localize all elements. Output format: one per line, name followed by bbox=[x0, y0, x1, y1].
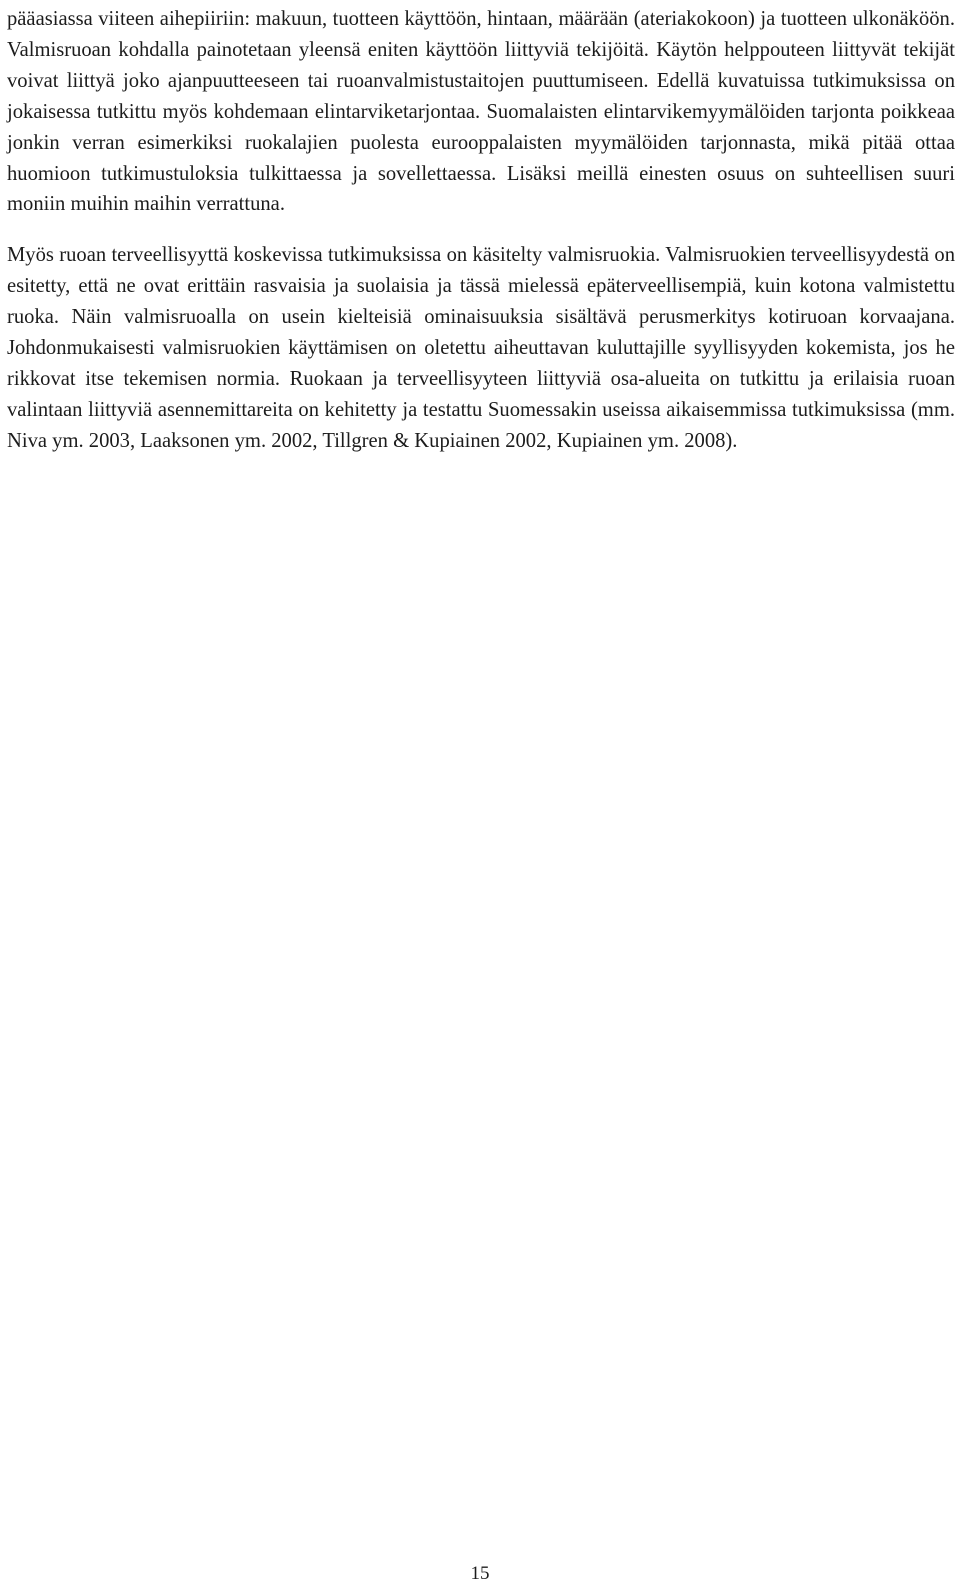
paragraph: Myös ruoan terveellisyyttä koskevissa tutkimuksissa on käsitelty valmisruokia. Valmisruokien terveellisyydestä on esitetty, että ne ovat erittäin rasvaisia ja suolaisia ja tässä mielessä epäterveellisempiä, kuin kotona valmistettu ruoka. Näin valmisruoalla on usein kielteisiä ominaisuuksia sisältävä perusmerkitys kotiruoan korvaajana. Johdonmukaisesti valmisruokien käyttämisen on oletettu aiheuttavan kuluttajille syyllisyyden kokemista, jos he rikkovat itse tekemisen normia. Ruokaan ja terveellisyyteen liittyviä osa-alueita on tutkittu ja erilaisia ruoan valintaan liittyviä asennemittareita on kehitetty ja testattu Suomessakin useissa aikaisemmissa tutkimuksissa (mm. Niva ym. 2003, Laaksonen ym. 2002, Tillgren & Kupiainen 2002, Kupiainen ym. 2008). bbox=[7, 244, 955, 452]
document-body bbox=[7, 4, 955, 457]
paragraph: pääasiassa viiteen aihepiiriin: makuun, tuotteen käyttöön, hintaan, määrään (ateriakokoon) ja tuotteen ulkonäköön. Valmisruoan kohdalla painotetaan yleensä eniten käyttöön liittyviä tekijöitä. Käytön helppouteen liittyvät tekijät voivat liittyä joko ajanpuutteeseen tai ruoanvalmistustaitojen puuttumiseen. Edellä kuvatuissa tutkimuksissa on jokaisessa tutkittu myös kohdemaan elintarviketarjontaa. Suomalaisten elintarvikemyymälöiden tarjonta poikkeaa jonkin verran esimerkiksi ruokalajien puolesta eurooppalaisten myymälöiden tarjonnasta, mikä pitää ottaa huomioon tutkimustuloksia tulkittaessa ja sovellettaessa. Lisäksi meillä einesten osuus on suhteellisen suuri moniin muihin maihin verrattuna. bbox=[7, 8, 955, 216]
page-number: 15 bbox=[470, 1563, 490, 1584]
